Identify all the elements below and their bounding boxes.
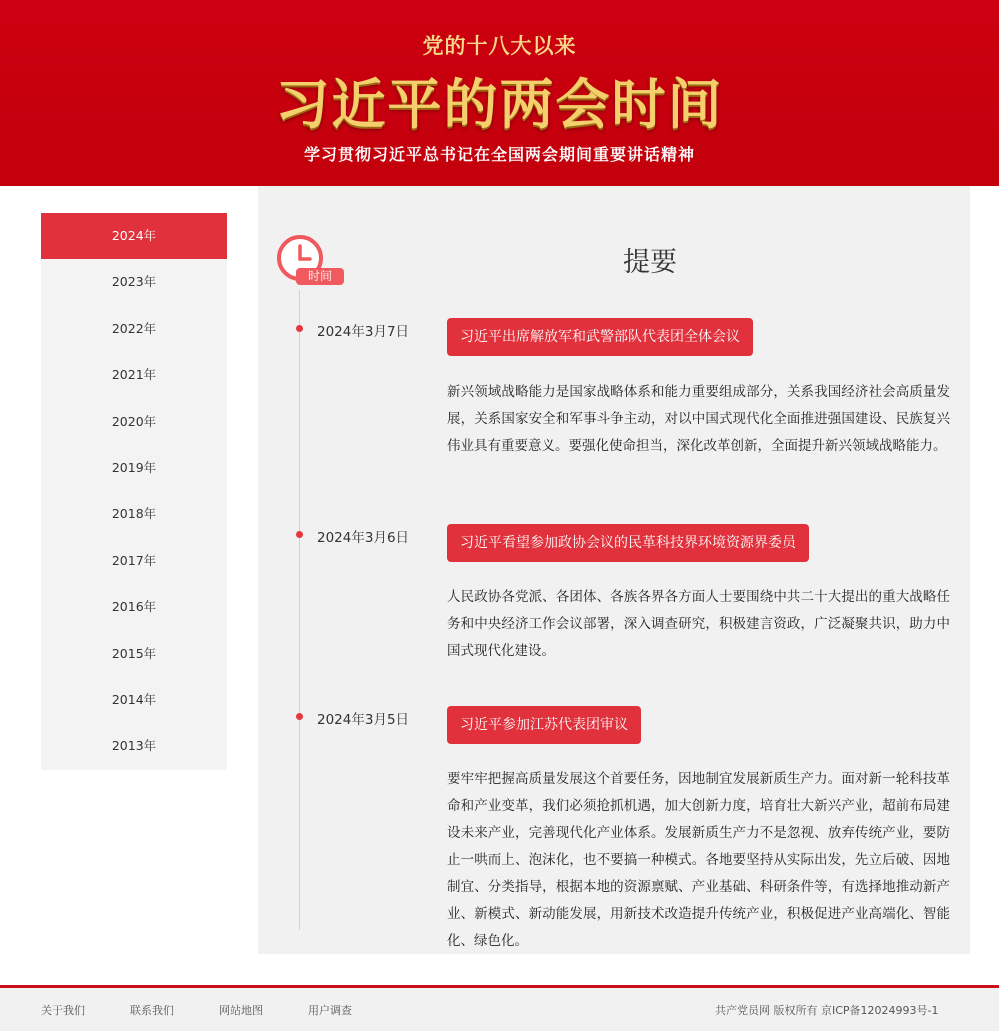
section-title: 提要 — [623, 247, 677, 278]
sidebar-year-2018[interactable]: 2018年 — [111, 506, 157, 522]
entry-summary: 要牢牢把握高质量发展这个首要任务，因地制宜发展新质生产力。面对新一轮科技革命和产业变革，我们必须抢抓机遇，加大创新力度，培育壮大新兴产业，超前布局建设未来产业，完善现代化产业体系。发展新质生产力不是忽视、放弃传统产业，要防止一哄而上、泡沫化，也不要搞一种模式。各地要坚持从实际出发，先立后破、因地制宜、分类指导，根据本地的资源禀赋、产业基础、科研条件等，有选择地推动新产业、新模式、新动能发展，用新技术改造提升传统产业，积极促进产业高端化、智能化、绿色化。 — [447, 771, 950, 949]
entry-date: 2024年3月6日 — [317, 530, 410, 546]
sidebar-year-2022[interactable]: 2022年 — [111, 320, 157, 336]
entry-headline-link[interactable]: 习近平参加江苏代表团审议 — [447, 706, 641, 744]
footer-link-about[interactable]: 关于我们 — [41, 1004, 85, 1017]
header-banner — [0, 0, 999, 186]
sidebar-year-2020[interactable]: 2020年 — [111, 413, 157, 429]
banner-title: 习近平的两会时间 — [275, 72, 724, 136]
entry-headline-link[interactable]: 习近平看望参加政协会议的民革科技界环境资源界委员 — [447, 524, 809, 562]
time-badge-label: 时间 — [296, 268, 344, 285]
timeline-dot — [296, 713, 303, 720]
sidebar-year-2017[interactable]: 2017年 — [111, 552, 157, 568]
footer-link-sitemap[interactable]: 网站地图 — [219, 1004, 263, 1017]
footer-link-contact[interactable]: 联系我们 — [130, 1004, 174, 1017]
timeline-dot — [296, 531, 303, 538]
sidebar-year-2019[interactable]: 2019年 — [111, 459, 157, 475]
sidebar-year-2015[interactable]: 2015年 — [111, 645, 157, 661]
entry-summary: 新兴领域战略能力是国家战略体系和能力重要组成部分，关系我国经济社会高质量发展，关系国家安全和军事斗争主动，对以中国式现代化全面推进强国建设、民族复兴伟业具有重要意义。要强化使命担当，深化改革创新，全面提升新兴领域战略能力。 — [447, 384, 950, 454]
timeline-line — [299, 290, 300, 930]
entry-date: 2024年3月5日 — [317, 712, 410, 728]
footer-link-survey[interactable]: 用户调查 — [308, 1004, 352, 1017]
sidebar-year-2016[interactable]: 2016年 — [111, 599, 157, 615]
year-sidebar — [41, 213, 227, 770]
banner-subtitle: 学习贯彻习近平总书记在全国两会期间重要讲话精神 — [303, 145, 695, 164]
entry-summary: 人民政协各党派、各团体、各族各界各方面人士要围绕中共二十大提出的重大战略任务和中央经济工作会议部署，深入调查研究，积极建言资政，广泛凝聚共识，助力中国式现代化建设。 — [447, 589, 950, 659]
timeline-dot — [296, 325, 303, 332]
sidebar-year-2013[interactable]: 2013年 — [111, 738, 157, 754]
sidebar-year-2023[interactable]: 2023年 — [111, 274, 157, 290]
footer — [0, 985, 999, 1031]
sidebar-year-2014[interactable]: 2014年 — [111, 691, 157, 707]
entry-headline-link[interactable]: 习近平出席解放军和武警部队代表团全体会议 — [447, 318, 753, 356]
banner-kicker: 党的十八大以来 — [422, 33, 577, 58]
sidebar-year-2021[interactable]: 2021年 — [111, 367, 157, 383]
footer-copyright: 共产党员网 版权所有 京ICP备12024993号-1 — [715, 1004, 939, 1017]
sidebar-year-2024[interactable]: 2024年 — [41, 213, 227, 259]
entry-date: 2024年3月7日 — [317, 324, 410, 340]
